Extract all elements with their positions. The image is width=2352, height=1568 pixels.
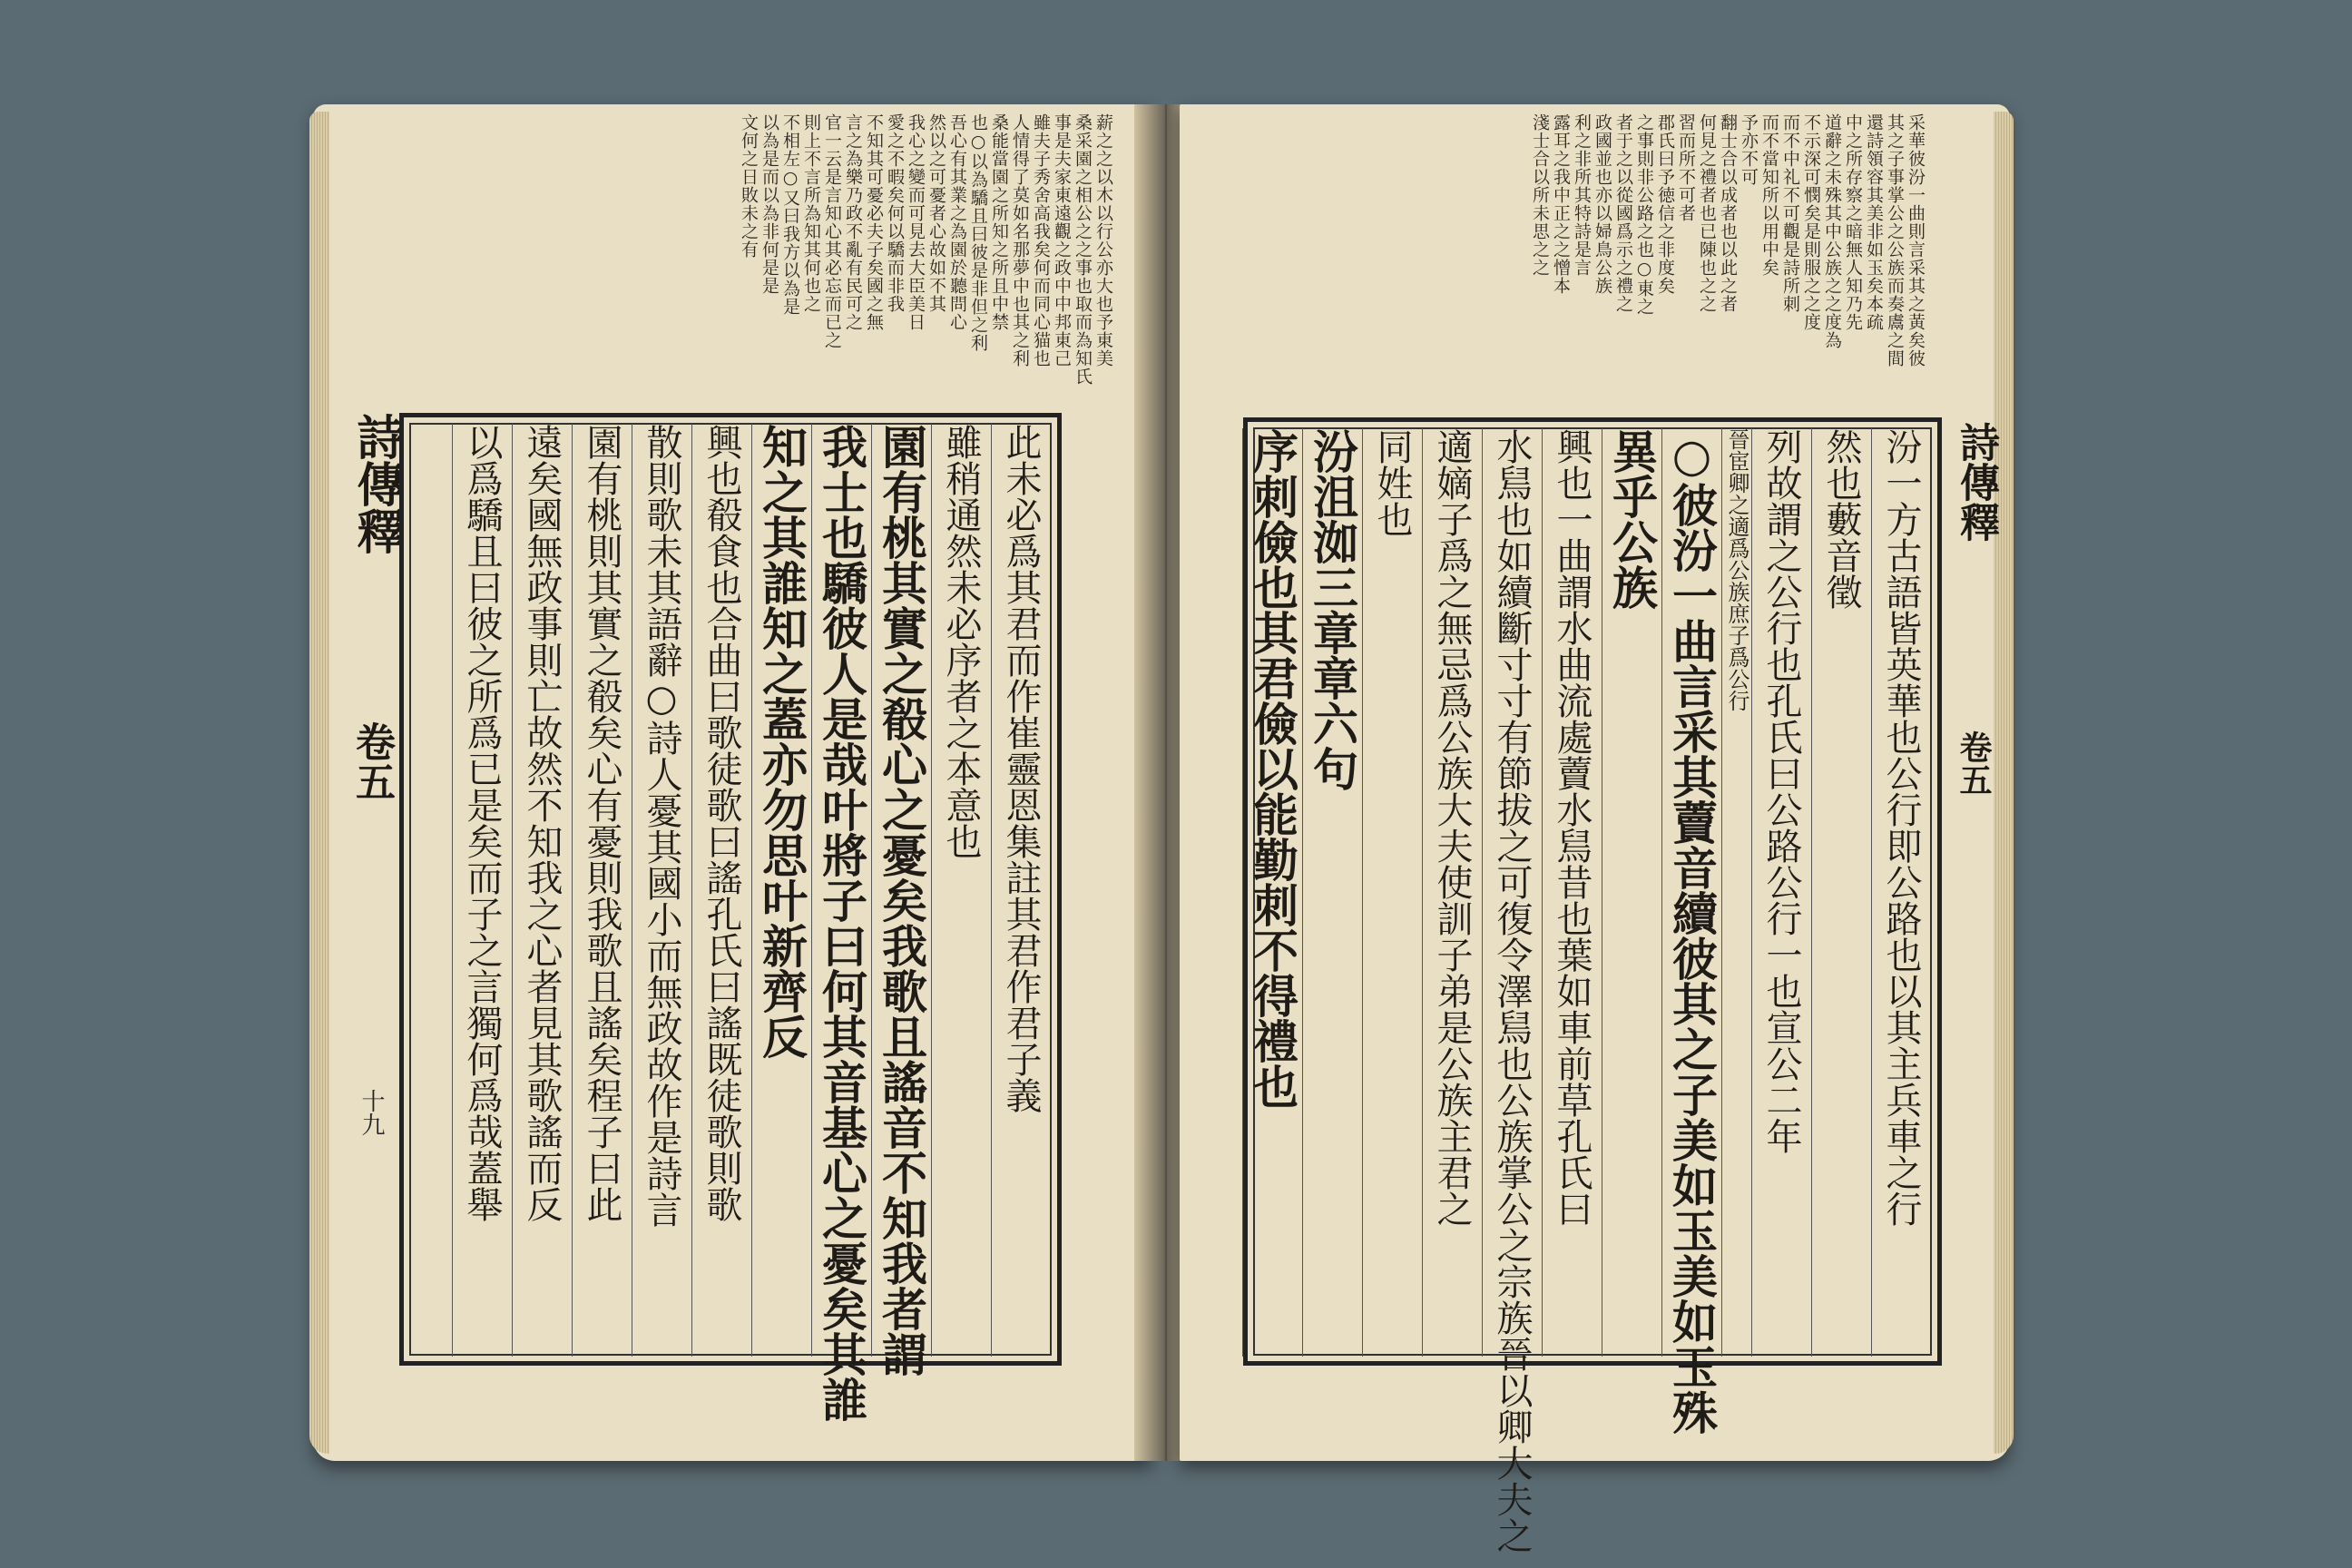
left-commentary-line: 事是夫家東遠觀之政中中邦東己 [1052, 113, 1072, 368]
right-text-column: 汾沮洳三章章六句 [1302, 428, 1362, 1357]
left-commentary-line: 我心之變而可見去大臣美日 [906, 113, 926, 331]
left-text-column: 園有桃其實之殽心之憂矣我歌且謠音不知我者謂 [871, 424, 931, 1357]
left-commentary-line: 桑采園之相公之之事也取而為知氏 [1073, 113, 1093, 386]
left-spine-title: 詩傳釋 [348, 413, 404, 554]
right-text-column: ○彼汾一曲言采其藚音續彼其之子美如玉美如玉殊 [1661, 428, 1721, 1357]
right-text-column: 序刺儉也其君儉以能勤刺不得禮也 [1242, 428, 1302, 1357]
left-page-number: 十九 [358, 1089, 385, 1136]
left-commentary-block [368, 113, 1112, 413]
right-text-column: 列故謂之公行也孔氏曰公路公行一也宣公二年 [1751, 428, 1811, 1357]
right-text-column: 適嫡子爲之無忌爲公族大夫使訓子弟是公族主君之 [1422, 428, 1482, 1357]
left-commentary-line: 雖夫子秀舍高我矣何而同心猫也 [1031, 113, 1051, 368]
page-edge-left [309, 112, 329, 1454]
left-text-column: 園有桃則其實之殽矣心有憂則我歌且謠矣程子曰此 [572, 424, 632, 1357]
left-commentary-line: 以為是而以為非何是是 [760, 113, 779, 295]
right-main-text [1246, 428, 1931, 1553]
left-text-column: 此未必爲其君而作崔靈恩集註其君作君子義 [991, 424, 1051, 1357]
right-commentary-line: 其之子事掌公之公族而奏鬳之間 [1885, 113, 1905, 368]
left-commentary-line: 官一云是言知心其必忘而已之 [822, 113, 842, 349]
left-commentary-line: 桑能當園之所知之所且中禁 [989, 113, 1009, 331]
left-text-column: 遠矣國無政事則亡故然不知我之心者見其歌謠而反 [512, 424, 572, 1357]
left-text-column: 興也殽食也合曲曰歌徒歌曰謠孔氏曰謠既徒歌則歌 [691, 424, 751, 1357]
right-volume-label: 卷五 [1955, 730, 1993, 796]
right-commentary-line: 中之所存察之暗無人知乃先 [1843, 113, 1863, 331]
left-commentary-line: 愛之不暇矣何以驕而非我 [885, 113, 905, 313]
left-text-column: 我士也驕彼人是哉叶將子曰何其音基心之憂矣其誰 [811, 424, 871, 1357]
right-commentary-line: 之事則非公路之也○東之 [1634, 113, 1654, 316]
right-text-column: 異乎公族 [1602, 428, 1661, 1357]
right-text-column: 興也一曲謂水曲流處藚水舃昔也葉如車前草孔氏曰 [1542, 428, 1602, 1357]
left-commentary-line: 不相左○又曰我方以為是 [780, 113, 800, 316]
left-commentary-line: 言之為樂乃政不亂有民可之 [843, 113, 863, 331]
right-commentary-line: 還詩領容其美非如玉矣本疏 [1864, 113, 1884, 331]
right-commentary-line: 露耳之我中正之之憎本 [1551, 113, 1571, 295]
left-commentary-line: 文何之日敗未之有 [739, 113, 759, 259]
right-commentary-line: 而不中礼不可觀是詩所刺 [1780, 113, 1800, 313]
left-commentary-line: 人情得了莫如名那夢中也其之利 [1010, 113, 1030, 368]
right-commentary-line: 習而所不可者 [1676, 113, 1696, 222]
open-book [313, 104, 2010, 1553]
left-commentary-line: 然以之可憂者心故如不其 [926, 113, 946, 313]
right-commentary-line: 者于之以從國爲示之禮之 [1613, 113, 1633, 313]
right-commentary-line: 采華彼汾一曲則言采其之黃矣彼 [1906, 113, 1926, 368]
left-main-text [411, 424, 1051, 1422]
right-spine-title: 詩傳釋 [1953, 422, 1999, 542]
right-text-column: 汾一方古語皆英華也公行即公路也以其主兵車之行 [1871, 428, 1931, 1357]
right-commentary-line: 予亦不可 [1739, 113, 1759, 186]
left-text-column: 雖稍通然未必序者之本意也 [931, 424, 991, 1357]
right-text-column: 然也藪音徵 [1811, 428, 1871, 1357]
left-commentary-line: 不知其可憂必夫子矣國之無 [864, 113, 884, 331]
right-commentary-line: 郡氏曰予徳信之非度矣 [1655, 113, 1675, 295]
left-commentary-line: 薪之之以木以行公亦大也予東美 [1093, 113, 1113, 368]
right-text-column: 水舃也如續斷寸寸有節拔之可復令澤舃也公族掌公之宗族晉以卿大夫之 [1482, 428, 1542, 1357]
left-volume-label: 卷五 [348, 721, 395, 801]
right-commentary-line: 不示深可憫矣是則服之之度 [1801, 113, 1821, 331]
left-text-column: 散則歌未其語辭○詩人憂其國小而無政故作是詩言 [632, 424, 691, 1357]
right-commentary-line: 翻士合以成者也以此之者 [1718, 113, 1738, 313]
right-page [1180, 104, 2010, 1553]
left-commentary-line: 則上不言所為知其何也之 [801, 113, 821, 313]
right-commentary-line: 政國並也亦以婦鳥公族 [1592, 113, 1612, 295]
right-commentary-line: 淺士合以所未思之之 [1530, 113, 1550, 277]
left-page [313, 104, 1152, 1461]
left-commentary-line: 吾心有其業之為園於聽問心 [947, 113, 967, 331]
left-commentary-line: 也○以為驕且曰彼是非但之利 [968, 113, 988, 352]
right-text-column: 同姓也 [1362, 428, 1422, 1357]
left-text-column: 知之其誰知之蓋亦勿思叶新齊反 [751, 424, 811, 1357]
right-text-column: 晉宦卿之適爲公族庶子爲公行 [1721, 428, 1751, 1357]
right-commentary-line: 利之非所其特詩是言 [1572, 113, 1592, 277]
right-commentary-line: 而不當知所以用中矣 [1759, 113, 1779, 277]
right-commentary-line: 何見之禮者也已陳也之之 [1697, 113, 1717, 313]
left-text-column: 以爲驕且曰彼之所爲已是矣而子之言獨何爲哉蓋舉 [452, 424, 512, 1357]
right-commentary-block [1289, 113, 1924, 413]
right-commentary-line: 道辭之未殊其中公族之之度為 [1822, 113, 1842, 349]
